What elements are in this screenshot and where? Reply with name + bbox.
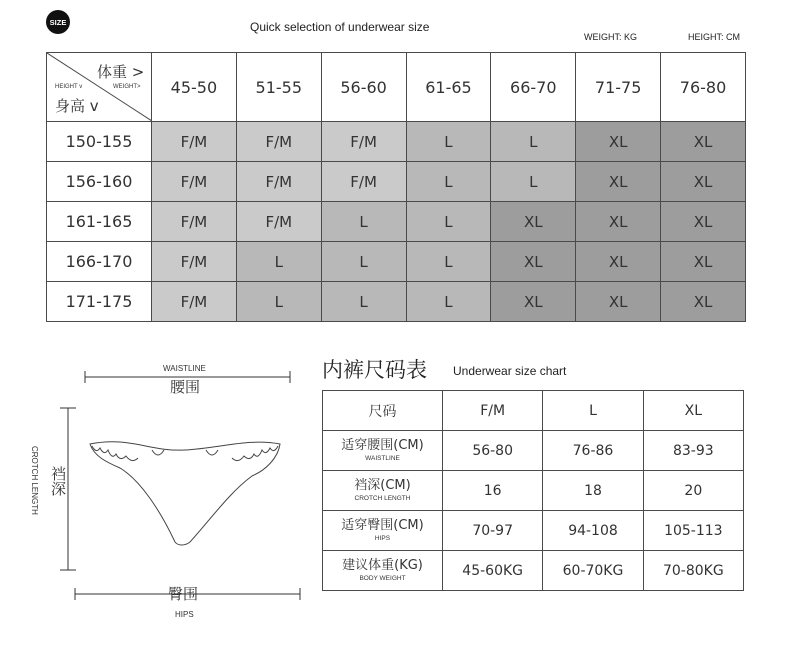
size-recommendation-cell: F/M: [321, 122, 406, 162]
weight-column-header: 61-65: [406, 53, 491, 122]
size-row-label-en: BODY WEIGHT: [359, 574, 406, 582]
size-cell: 94-108: [543, 511, 643, 551]
size-recommendation-cell: XL: [661, 162, 746, 202]
weight-column-header: 51-55: [236, 53, 321, 122]
weight-label-en: WEIGHT>: [113, 84, 141, 90]
size-row-label-cn: 建议体重(KG): [342, 558, 423, 574]
size-row-label-en: CROTCH LENGTH: [354, 494, 411, 502]
size-recommendation-cell: F/M: [236, 162, 321, 202]
size-recommendation-cell: L: [236, 242, 321, 282]
size-row-label: [323, 551, 443, 591]
height-unit-label: HEIGHT: CM: [688, 32, 741, 42]
size-recommendation-cell: F/M: [152, 282, 237, 322]
size-recommendation-cell: L: [406, 162, 491, 202]
weight-column-header: 66-70: [491, 53, 576, 122]
size-recommendation-cell: L: [321, 202, 406, 242]
height-row-header: 171-175: [47, 282, 152, 322]
size-recommendation-cell: L: [406, 202, 491, 242]
size-recommendation-cell: F/M: [236, 202, 321, 242]
size-recommendation-cell: F/M: [152, 162, 237, 202]
size-recommendation-cell: L: [491, 162, 576, 202]
size-recommendation-cell: XL: [491, 282, 576, 322]
hips-label-cn: 臀围: [168, 585, 199, 603]
size-chart-header-row: [323, 391, 744, 431]
waistline-measure-line: [85, 371, 290, 383]
size-row-label: [323, 431, 443, 471]
quick-selection-title: Quick selection of underwear size: [250, 20, 430, 34]
quick-table-header-row: [47, 53, 746, 122]
height-row-header: 150-155: [47, 122, 152, 162]
size-chart-title-en: Underwear size chart: [453, 364, 567, 378]
underwear-outline: [90, 442, 280, 545]
size-cell: 70-97: [443, 511, 543, 551]
size-header-cell: F/M: [443, 391, 543, 431]
size-cell: 18: [543, 471, 643, 511]
weight-label-cn: 体重 >: [97, 63, 145, 81]
size-recommendation-cell: XL: [576, 282, 661, 322]
size-recommendation-cell: XL: [576, 122, 661, 162]
hips-label-en: HIPS: [175, 610, 194, 619]
size-cell: 56-80: [443, 431, 543, 471]
size-badge: SIZE: [46, 10, 70, 34]
height-row-header: 161-165: [47, 202, 152, 242]
size-header-cell: XL: [643, 391, 743, 431]
size-recommendation-cell: XL: [576, 162, 661, 202]
waistline-label-cn: 腰围: [170, 378, 201, 396]
size-recommendation-cell: L: [321, 242, 406, 282]
quick-table-row: [47, 282, 746, 322]
height-label-en: HEIGHT v: [55, 84, 83, 90]
height-label-cn: 身高 v: [55, 97, 99, 115]
size-recommendation-cell: XL: [491, 202, 576, 242]
size-cell: 16: [443, 471, 543, 511]
size-recommendation-cell: F/M: [321, 162, 406, 202]
size-recommendation-cell: F/M: [152, 202, 237, 242]
size-recommendation-cell: L: [406, 282, 491, 322]
quick-table-row: [47, 162, 746, 202]
size-recommendation-cell: F/M: [152, 242, 237, 282]
size-row-label-en: HIPS: [374, 534, 391, 542]
size-recommendation-cell: L: [406, 122, 491, 162]
size-cell: 60-70KG: [543, 551, 643, 591]
size-recommendation-cell: XL: [661, 282, 746, 322]
size-recommendation-cell: L: [321, 282, 406, 322]
size-chart-title-cn: 内裤尺码表: [322, 358, 427, 382]
size-recommendation-cell: L: [236, 282, 321, 322]
size-header-cell: 尺码: [323, 391, 443, 431]
size-recommendation-cell: XL: [491, 242, 576, 282]
size-chart-row: [323, 551, 744, 591]
size-cell: 45-60KG: [443, 551, 543, 591]
size-cell: 76-86: [543, 431, 643, 471]
size-recommendation-cell: L: [406, 242, 491, 282]
size-row-label: [323, 511, 443, 551]
weight-column-header: 45-50: [152, 53, 237, 122]
size-recommendation-cell: L: [491, 122, 576, 162]
size-cell: 20: [643, 471, 743, 511]
weight-column-header: 71-75: [576, 53, 661, 122]
size-recommendation-cell: XL: [661, 242, 746, 282]
crotch-label-en: CROTCH LENGTH: [30, 446, 39, 515]
weight-column-header: 56-60: [321, 53, 406, 122]
size-recommendation-cell: XL: [576, 202, 661, 242]
size-cell: 70-80KG: [643, 551, 743, 591]
weight-column-header: 76-80: [661, 53, 746, 122]
size-chart-row: [323, 511, 744, 551]
waistline-label-en: WAISTLINE: [163, 364, 206, 373]
size-recommendation-cell: F/M: [152, 122, 237, 162]
crotch-label-cn: 裆深: [49, 466, 67, 496]
size-row-label-cn: 适穿腰围(CM): [341, 438, 424, 454]
size-row-label-cn: 裆深(CM): [354, 478, 411, 494]
quick-table-row: [47, 202, 746, 242]
size-recommendation-cell: XL: [661, 122, 746, 162]
height-row-header: 156-160: [47, 162, 152, 202]
size-recommendation-cell: F/M: [236, 122, 321, 162]
quick-size-table: [46, 52, 746, 322]
height-row-header: 166-170: [47, 242, 152, 282]
size-chart-table: [322, 390, 744, 591]
weight-unit-label: WEIGHT: KG: [584, 32, 638, 42]
size-row-label-cn: 适穿臀围(CM): [341, 518, 424, 534]
quick-table-row: [47, 242, 746, 282]
underwear-diagram: [40, 370, 310, 610]
size-recommendation-cell: XL: [576, 242, 661, 282]
size-chart-row: [323, 431, 744, 471]
size-header-cell: L: [543, 391, 643, 431]
size-row-label: [323, 471, 443, 511]
size-recommendation-cell: XL: [661, 202, 746, 242]
size-cell: 83-93: [643, 431, 743, 471]
quick-table-row: [47, 122, 746, 162]
size-row-label-en: WAISTLINE: [365, 454, 400, 462]
size-cell: 105-113: [643, 511, 743, 551]
table-corner-cell: [47, 53, 152, 122]
size-chart-row: [323, 471, 744, 511]
